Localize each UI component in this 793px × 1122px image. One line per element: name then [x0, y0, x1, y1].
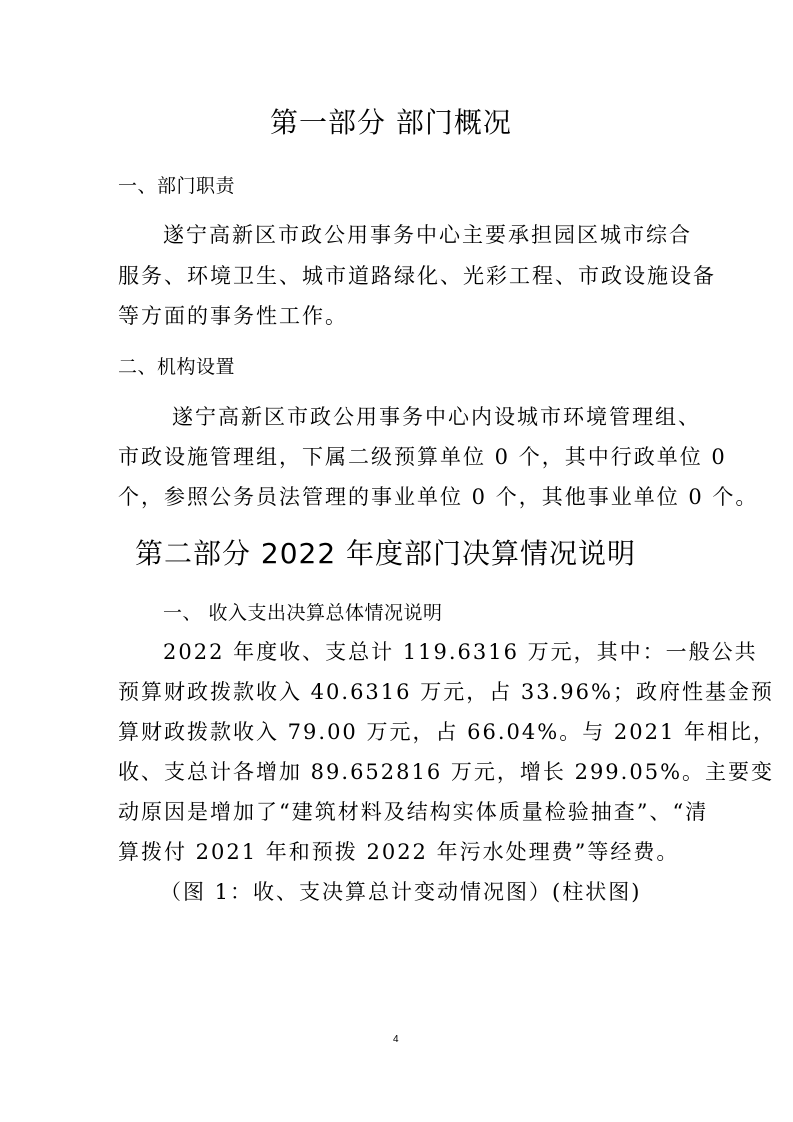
paragraph-line: 遂宁高新区市政公用事务中心内设城市环境管理组、 — [172, 405, 701, 429]
paragraph-line: 遂宁高新区市政公用事务中心主要承担园区城市综合 — [163, 223, 692, 247]
paragraph-line: 服务、环境卫生、城市道路绿化、光彩工程、市政设施设备 — [118, 264, 716, 288]
section-heading-duties: 一、部门职责 — [118, 175, 236, 197]
part2-title: 第二部分 2022 年度部门决算情况说明 — [135, 537, 637, 570]
paragraph-line: 等方面的事务性工作。 — [118, 304, 348, 328]
paragraph-line: 预算财政拨款收入 40.6316 万元，占 33.96%；政府性基金预 — [118, 680, 774, 704]
page-number: 4 — [393, 1034, 399, 1045]
paragraph-line: 市政设施管理组，下属二级预算单位 0 个，其中行政单位 0 — [118, 445, 727, 469]
paragraph-line: 个，参照公务员法管理的事业单位 0 个，其他事业单位 0 个。 — [118, 485, 759, 509]
section-heading-organization: 二、机构设置 — [118, 356, 236, 378]
paragraph-line: 2022 年度收、支总计 119.6316 万元，其中：一般公共 — [163, 640, 758, 664]
part1-title: 第一部分 部门概况 — [270, 106, 512, 139]
figure-caption: （图 1：收、支决算总计变动情况图）(柱状图) — [160, 880, 642, 904]
paragraph-line: 动原因是增加了“建筑材料及结构实体质量检验抽查”、“清 — [118, 800, 709, 824]
paragraph-line: 算拨付 2021 年和预拨 2022 年污水处理费”等经费。 — [118, 840, 680, 864]
paragraph-line: 算财政拨款收入 79.00 万元，占 66.04%。与 2021 年相比， — [118, 720, 777, 744]
paragraph-line: 收、支总计各增加 89.652816 万元，增长 299.05%。主要变 — [118, 760, 775, 784]
section-heading-income-expenditure: 一、 收入支出决算总体情况说明 — [163, 602, 443, 624]
